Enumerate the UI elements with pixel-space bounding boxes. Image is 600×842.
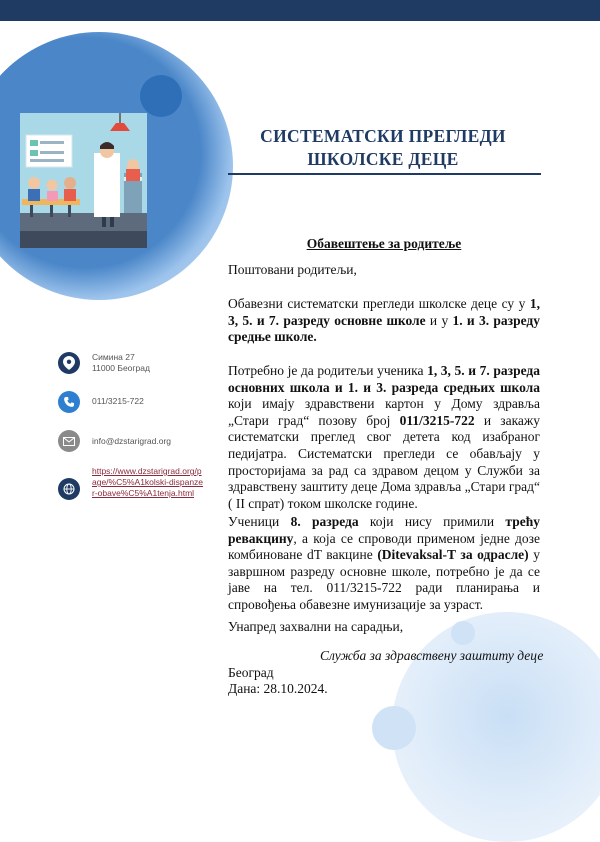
p3-text-2: који нису примили [358,514,506,529]
globe-icon [58,478,80,500]
p3-bold-1: 8. разреда [290,514,359,529]
phone-number: 011/3215-722 [92,396,144,406]
envelope-icon [58,430,80,452]
website-link[interactable]: https://www.dzstarigrad.org/page/%C5%A1kolski-dispanzer-obave%C5%A1tenja.html [92,466,204,498]
p1-bold-2: 1. и 3. разреду средње школе. [228,312,540,345]
p2-text-2: који имају здравствени картон у Дому здравља „Стари град“ позову број [228,396,540,428]
p3-text-3: , а која се спроводи применом једне дозе комбиноване dT вакцине [228,530,540,563]
title-divider [228,173,541,175]
phone-icon [58,391,80,413]
p1-text-2: и у [425,312,453,328]
contact-website [58,466,204,500]
notice-heading: Обавештење за родитеље [306,236,462,251]
page-title [228,125,538,171]
p3-text-4: у завршном разреду основне школе, потребно је да се јаве на тел. 011/3215-722 ради планирања и спровођења обавезне имунизације за узраст. [228,547,541,612]
address-line-1: Симина 27 [92,352,135,362]
paragraph-3 [228,514,540,614]
p1-text-1: Обавезни систематски прегледи школске деце су у [228,296,530,311]
p3-bold-2: трећу ревакцину [228,514,540,546]
p3-bold-3: (Ditevaksal-T за одрасле) [377,547,529,563]
p2-text-3: и закажу систематски преглед свог детета код изабраног педијатра. Систематски прегледи се обављају у просторијама за рад са здравом децом у Служби за здравствену заштиту деце Дома здравља „Стари град“ ( II спрат) током школске године. [228,412,540,511]
top-banner-bar [0,0,600,21]
closing-line: Унапред захвални на сарадњи, [228,619,404,634]
title-line-1: СИСТЕМАТСКИ ПРЕГЛЕДИ [260,126,506,146]
clinic-illustration [20,113,147,248]
p1-bold-1: 1, 3, 5. и 7. разреду основне школе [228,296,540,328]
decorative-circle-bottom-small [451,621,475,645]
p2-bold-2: 011/3215-722 [399,412,475,428]
email-address[interactable]: info@dzstarigrad.org [92,436,172,446]
title-line-2: ШКОЛСКЕ ДЕЦЕ [307,149,459,169]
p2-text-1: Потребно је да родитељи ученика [228,363,428,378]
decorative-circle-bottom-large [392,612,600,842]
p2-bold-1: 1, 3, 5. и 7. разреда основних школа и 1. и 3. разреда средњих школа [228,363,540,395]
location-pin-icon [58,352,80,374]
contact-phone [58,391,144,413]
paragraph-1 [228,296,540,346]
city: Београд [228,665,274,680]
address-line-2: 11000 Београд [92,363,150,373]
greeting: Поштовани родитељи, [228,262,357,277]
date: Дана: 28.10.2024. [228,681,328,696]
signature: Служба за здравствену заштиту деце [320,648,544,663]
decorative-circle-bottom-medium [372,706,416,750]
contact-email [58,430,171,452]
paragraph-2 [228,363,540,512]
p3-text-1: Ученици [228,514,291,529]
contact-address [58,352,150,374]
decorative-circle-small [140,75,182,117]
